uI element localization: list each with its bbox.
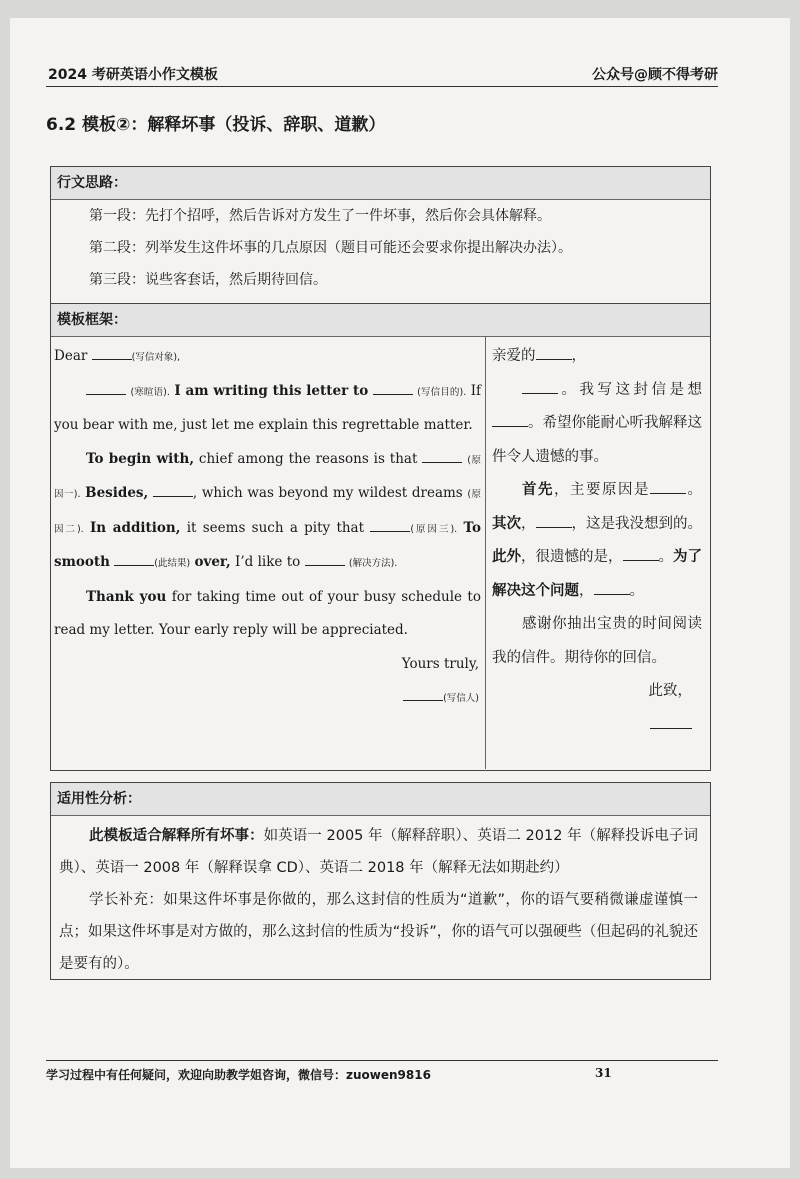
analysis-heading: 适用性分析： (51, 783, 710, 816)
framework-heading: 模板框架： (51, 304, 710, 337)
analysis-box (50, 782, 711, 980)
cn-salutation: 亲爱的 ， (492, 348, 586, 364)
footer-rule (46, 1060, 718, 1061)
cn-paragraph-2: 首先，主要原因是 。其次， ，这是我没想到的。此外，很遗憾的是， 。为了解决这个问题， 。 (492, 482, 702, 599)
cn-closing: 此致， (648, 683, 692, 699)
analysis-paragraph-1: 此模板适合解释所有坏事：如英语一 2005 年（解释辞职）、英语二 2012 年（解释投诉电子词典）、英语一 2008 年（解释误拿 CD）、英语二 2018 年（解释无法如期赴约） (59, 828, 698, 876)
ideas-heading: 行文思路： (51, 167, 710, 200)
footer-contact: 学习过程中有任何疑问，欢迎向助教学姐咨询，微信号：zuowen9816 (46, 1068, 431, 1082)
ideas-line-1: 第一段：先打个招呼，然后告诉对方发生了一件坏事，然后你会具体解释。 (89, 208, 551, 224)
analysis-paragraph-2: 学长补充：如果这件坏事是你做的，那么这封信的性质为“道歉”，你的语气要稍微谦虚谨慎一点；如果这件坏事是对方做的，那么这封信的性质为“投诉”，你的语气可以强硬些（但起码的礼貌还是要有的）。 (59, 892, 698, 972)
english-template (51, 336, 486, 769)
cn-paragraph-3: 感谢你抽出宝贵的时间阅读我的信件。期待你的回信。 (492, 616, 702, 666)
en-signature: (写信人) (54, 681, 481, 716)
ideas-line-2: 第二段：列举发生这件坏事的几点原因（题目可能还会要求你提出解决办法）。 (89, 240, 572, 256)
ideas-line-3: 第三段：说些客套话，然后期待回信。 (89, 272, 327, 288)
header-account: 公众号@顾不得考研 (592, 67, 718, 83)
header-title: 2024 考研英语小作文模板 (48, 67, 218, 83)
section-title: 6.2 模板②：解释坏事（投诉、辞职、道歉） (46, 115, 386, 135)
en-paragraph-1: (寒暄语). I am writing this letter to (写信目的). If you bear with me, just let me explain this regrettable matter. (54, 382, 482, 433)
cn-signature (492, 709, 702, 743)
en-paragraph-3: Thank you for taking time out of your busy schedule to read my letter. Your early reply will be appreciated. (54, 588, 481, 638)
en-closing: Yours truly, (401, 655, 479, 672)
en-paragraph-2: To begin with, chief among the reasons is that (原因一). Besides, , which was beyond my wildest dreams (原因二). In addition, it seems such a pity that (原因三). To smooth (此结果) over, I’d like to (解决方法). (54, 450, 482, 570)
en-salutation: Dear (写信对象), (54, 348, 181, 364)
ideas-box (50, 166, 711, 304)
book-page (10, 18, 790, 1168)
page-number: 31 (595, 1066, 612, 1080)
framework-box (50, 303, 711, 771)
header-rule (46, 86, 718, 87)
chinese-template (486, 336, 710, 769)
cn-paragraph-1: 。我写这封信是想。希望你能耐心听我解释这件令人遗憾的事。 (492, 381, 702, 465)
